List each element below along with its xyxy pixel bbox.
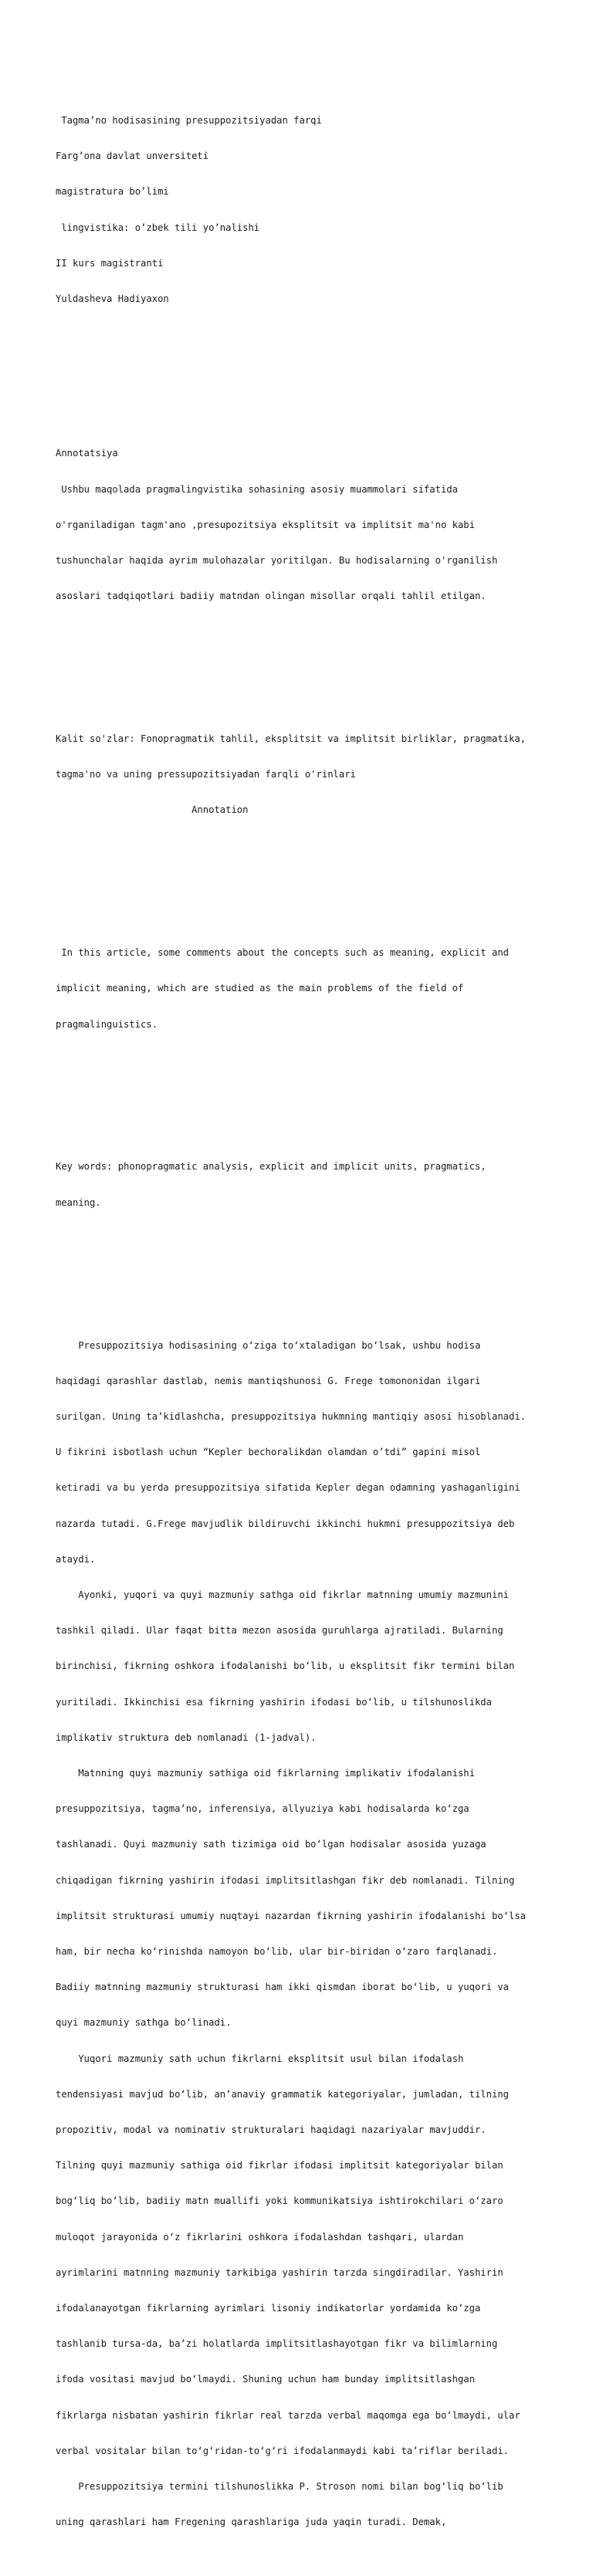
body-line: implikativ struktura deb nomlanadi (1-jadval). xyxy=(56,1731,317,1743)
spacer xyxy=(56,662,550,674)
body-line: ayrimlarini matnning mazmuniy tarkibiga yashirin tarzda singdiradilar. Yashirin xyxy=(56,2266,503,2278)
annotation-en-line: pragmalinguistics. xyxy=(56,1018,158,1030)
document-page xyxy=(56,56,550,2576)
keywords-uz-line: Kalit so'zlar: Fonopragmatik tahlil, eksplitsit va implitsit birliklar, pragmatika, xyxy=(56,733,527,744)
body-line: tendensiyasi mavjud bo‘lib, an’anaviy grammatik kategoriyalar, jumladan, tilning xyxy=(56,2088,509,2100)
keywords-en-section xyxy=(56,1138,550,1233)
body-line: Matnning quyi mazmuniy sathiga oid fikrlarning implikativ ifodalanishi xyxy=(56,1767,475,1779)
body-line: ifodalanayotgan fikrlarning ayrimlari lisoniy indikatorlar yordamida ko‘zga xyxy=(56,2302,481,2314)
body-line: ham, bir necha ko‘rinishda namoyon bo‘lib, ular bir-biridan o‘zaro farqlanadi. xyxy=(56,1945,498,1957)
annotation-en-heading: Annotation xyxy=(56,804,249,816)
body-line: bog‘liq bo‘lib, badiiy matn muallifi yoki kommunikatsiya ishtirokchilari o‘zaro xyxy=(56,2195,503,2207)
annotation-uz-section xyxy=(56,424,550,626)
body-line: Ayonki, yuqori va quyi mazmuniy sathga oid fikrlar matnning umumiy mazmunini xyxy=(56,1589,509,1600)
keywords-uz-line: tagma'no va uning pressupozitsiyadan farqli o'rinlari xyxy=(56,769,356,780)
course-name: II kurs magistranti xyxy=(56,257,164,269)
annotation-uz-line: tushunchalar haqida ayrim mulohazalar yoritilgan. Bu hodisalarning o'rganilish xyxy=(56,554,498,566)
body-line: surilgan. Uning ta’kidlashcha, presuppozitsiya hukmning mantiqiy asosi hisoblanadi. xyxy=(56,1410,527,1422)
body-line: tashlanib tursa-da, ba’zi holatlarda implitsitlashayotgan fikr va bilimlarning xyxy=(56,2338,498,2350)
specialty-name: lingvistika: o’zbek tili yo’nalishi xyxy=(56,222,260,233)
body-line: U fikrini isbotlash uchun “Kepler bechoralikdan olamdan o’tdi” gapini misol xyxy=(56,1447,481,1458)
annotation-uz-line: o'rganiladigan tagm'ano ,presupozitsiya eksplitsit va implitsit ma'no kabi xyxy=(56,519,475,530)
body-line: quyi mazmuniy sathga bo‘linadi. xyxy=(56,2017,232,2029)
university-name: Farg’ona davlat unversiteti xyxy=(56,151,209,162)
annotation-uz-line: Ushbu maqolada pragmalingvistika sohasining asosiy muammolari sifatida xyxy=(56,483,458,495)
body-line: muloqot jarayonida o‘z fikrlarini oshkora ifodalashdan tashqari, ulardan xyxy=(56,2231,464,2243)
author-name: Yuldasheva Hadiyaxon xyxy=(56,293,169,305)
body-line: ifoda vositasi mavjud bo‘lmaydi. Shuning uchun ham bunday implitsitlashgan xyxy=(56,2374,475,2385)
body-line: tashlanadi. Quyi mazmuniy sath tizimiga oid bo‘lgan hodisalar asosida yuzaga xyxy=(56,1839,486,1850)
keywords-en-line: meaning. xyxy=(56,1197,101,1208)
body-line: implitsit strukturasi umumiy nuqtayi nazardan fikrning yashirin ifodalanishi bo‘lsa xyxy=(56,1910,527,1921)
body-line: Badiiy matnning mazmuniy strukturasi ham ikki qismdan iborat bo‘lib, u yuqori va xyxy=(56,1982,509,1993)
body-line: yuritiladi. Ikkinchisi esa fikrning yashirin ifodasi bo‘lib, u tilshunoslikda xyxy=(56,1696,492,1708)
spacer xyxy=(56,364,550,388)
spacer xyxy=(56,876,550,888)
body-line: fikrlarga nisbatan yashirin fikrlar real tarzda verbal maqomga ega bo‘lmaydi, ular xyxy=(56,2409,520,2421)
annotation-en-line: implicit meaning, which are studied as the main problems of the field of xyxy=(56,983,464,994)
body-line: ataydi. xyxy=(56,1553,96,1565)
body-line: presuppozitsiya, tagma’no, inferensiya, allyuziya kabi hodisalarda ko‘zga xyxy=(56,1803,469,1815)
article-title: Tagma’no hodisasining presuppozitsiyadan farqi xyxy=(56,115,322,127)
body-line: verbal vositalar bilan to‘g‘ridan-to‘g‘ri ifodalanmaydi kabi ta’riflar beriladi. xyxy=(56,2445,509,2456)
body-line: haqidagi qarashlar dastlab, nemis mantiqshunosi G. Frege tomononidan ilgari xyxy=(56,1375,481,1386)
header-block xyxy=(56,91,550,329)
keywords-en-line: Key words: phonopragmatic analysis, explicit and implicit units, pragmatics, xyxy=(56,1161,486,1173)
spacer xyxy=(56,1090,550,1102)
body-line: chiqadigan fikrning yashirin ifodasi implitsitlashgan fikr deb nomlanadi. Tilning xyxy=(56,1874,515,1886)
body-line: Presuppozitsiya hodisasining o‘ziga to‘xtaladigan bo‘lsak, ushbu hodisa xyxy=(56,1339,481,1351)
body-text xyxy=(56,1316,550,2553)
annotation-en-section xyxy=(56,923,550,1054)
annotation-uz-line: asoslari tadqiqotlari badiiy matndan olingan misollar orqali tahlil etilgan. xyxy=(56,591,486,602)
body-line: Tilning quyi mazmuniy sathiga oid fikrlar ifodasi implitsit kategoriyalar bilan xyxy=(56,2160,503,2171)
body-line: uning qarashlari ham Fregening qarashlariga juda yaqin turadi. Demak, xyxy=(56,2517,447,2528)
body-line: Yuqori mazmuniy sath uchun fikrlarni eksplitsit usul bilan ifodalash xyxy=(56,2053,464,2064)
annotation-uz-heading: Annotatsiya xyxy=(56,448,118,459)
body-line: tashkil qiladi. Ular faqat bitta mezon asosida guruhlarga ajratiladi. Bularning xyxy=(56,1625,503,1637)
body-line: propozitiv, modal va nominativ strukturalari haqidagi nazariyalar mavjuddir. xyxy=(56,2124,486,2135)
spacer xyxy=(56,1268,550,1280)
body-line: nazarda tutadi. G.Frege mavjudlik bildiruvchi ikkinchi hukmni presuppozitsiya deb xyxy=(56,1518,515,1529)
body-line: ketiradi va bu yerda presuppozitsiya sifatida Kepler degan odamning yashaganligini xyxy=(56,1482,520,1494)
body-line: Presuppozitsiya termini tilshunoslikka P. Stroson nomi bilan bog‘liq bo‘lib xyxy=(56,2481,503,2492)
keywords-uz-section xyxy=(56,709,550,840)
annotation-en-line: In this article, some comments about the concepts such as meaning, explicit and xyxy=(56,947,509,959)
department-name: magistratura bo’limi xyxy=(56,186,169,198)
body-line: birinchisi, fikrning oshkora ifodalanishi bo‘lib, u eksplitsit fikr termini bilan xyxy=(56,1660,515,1672)
